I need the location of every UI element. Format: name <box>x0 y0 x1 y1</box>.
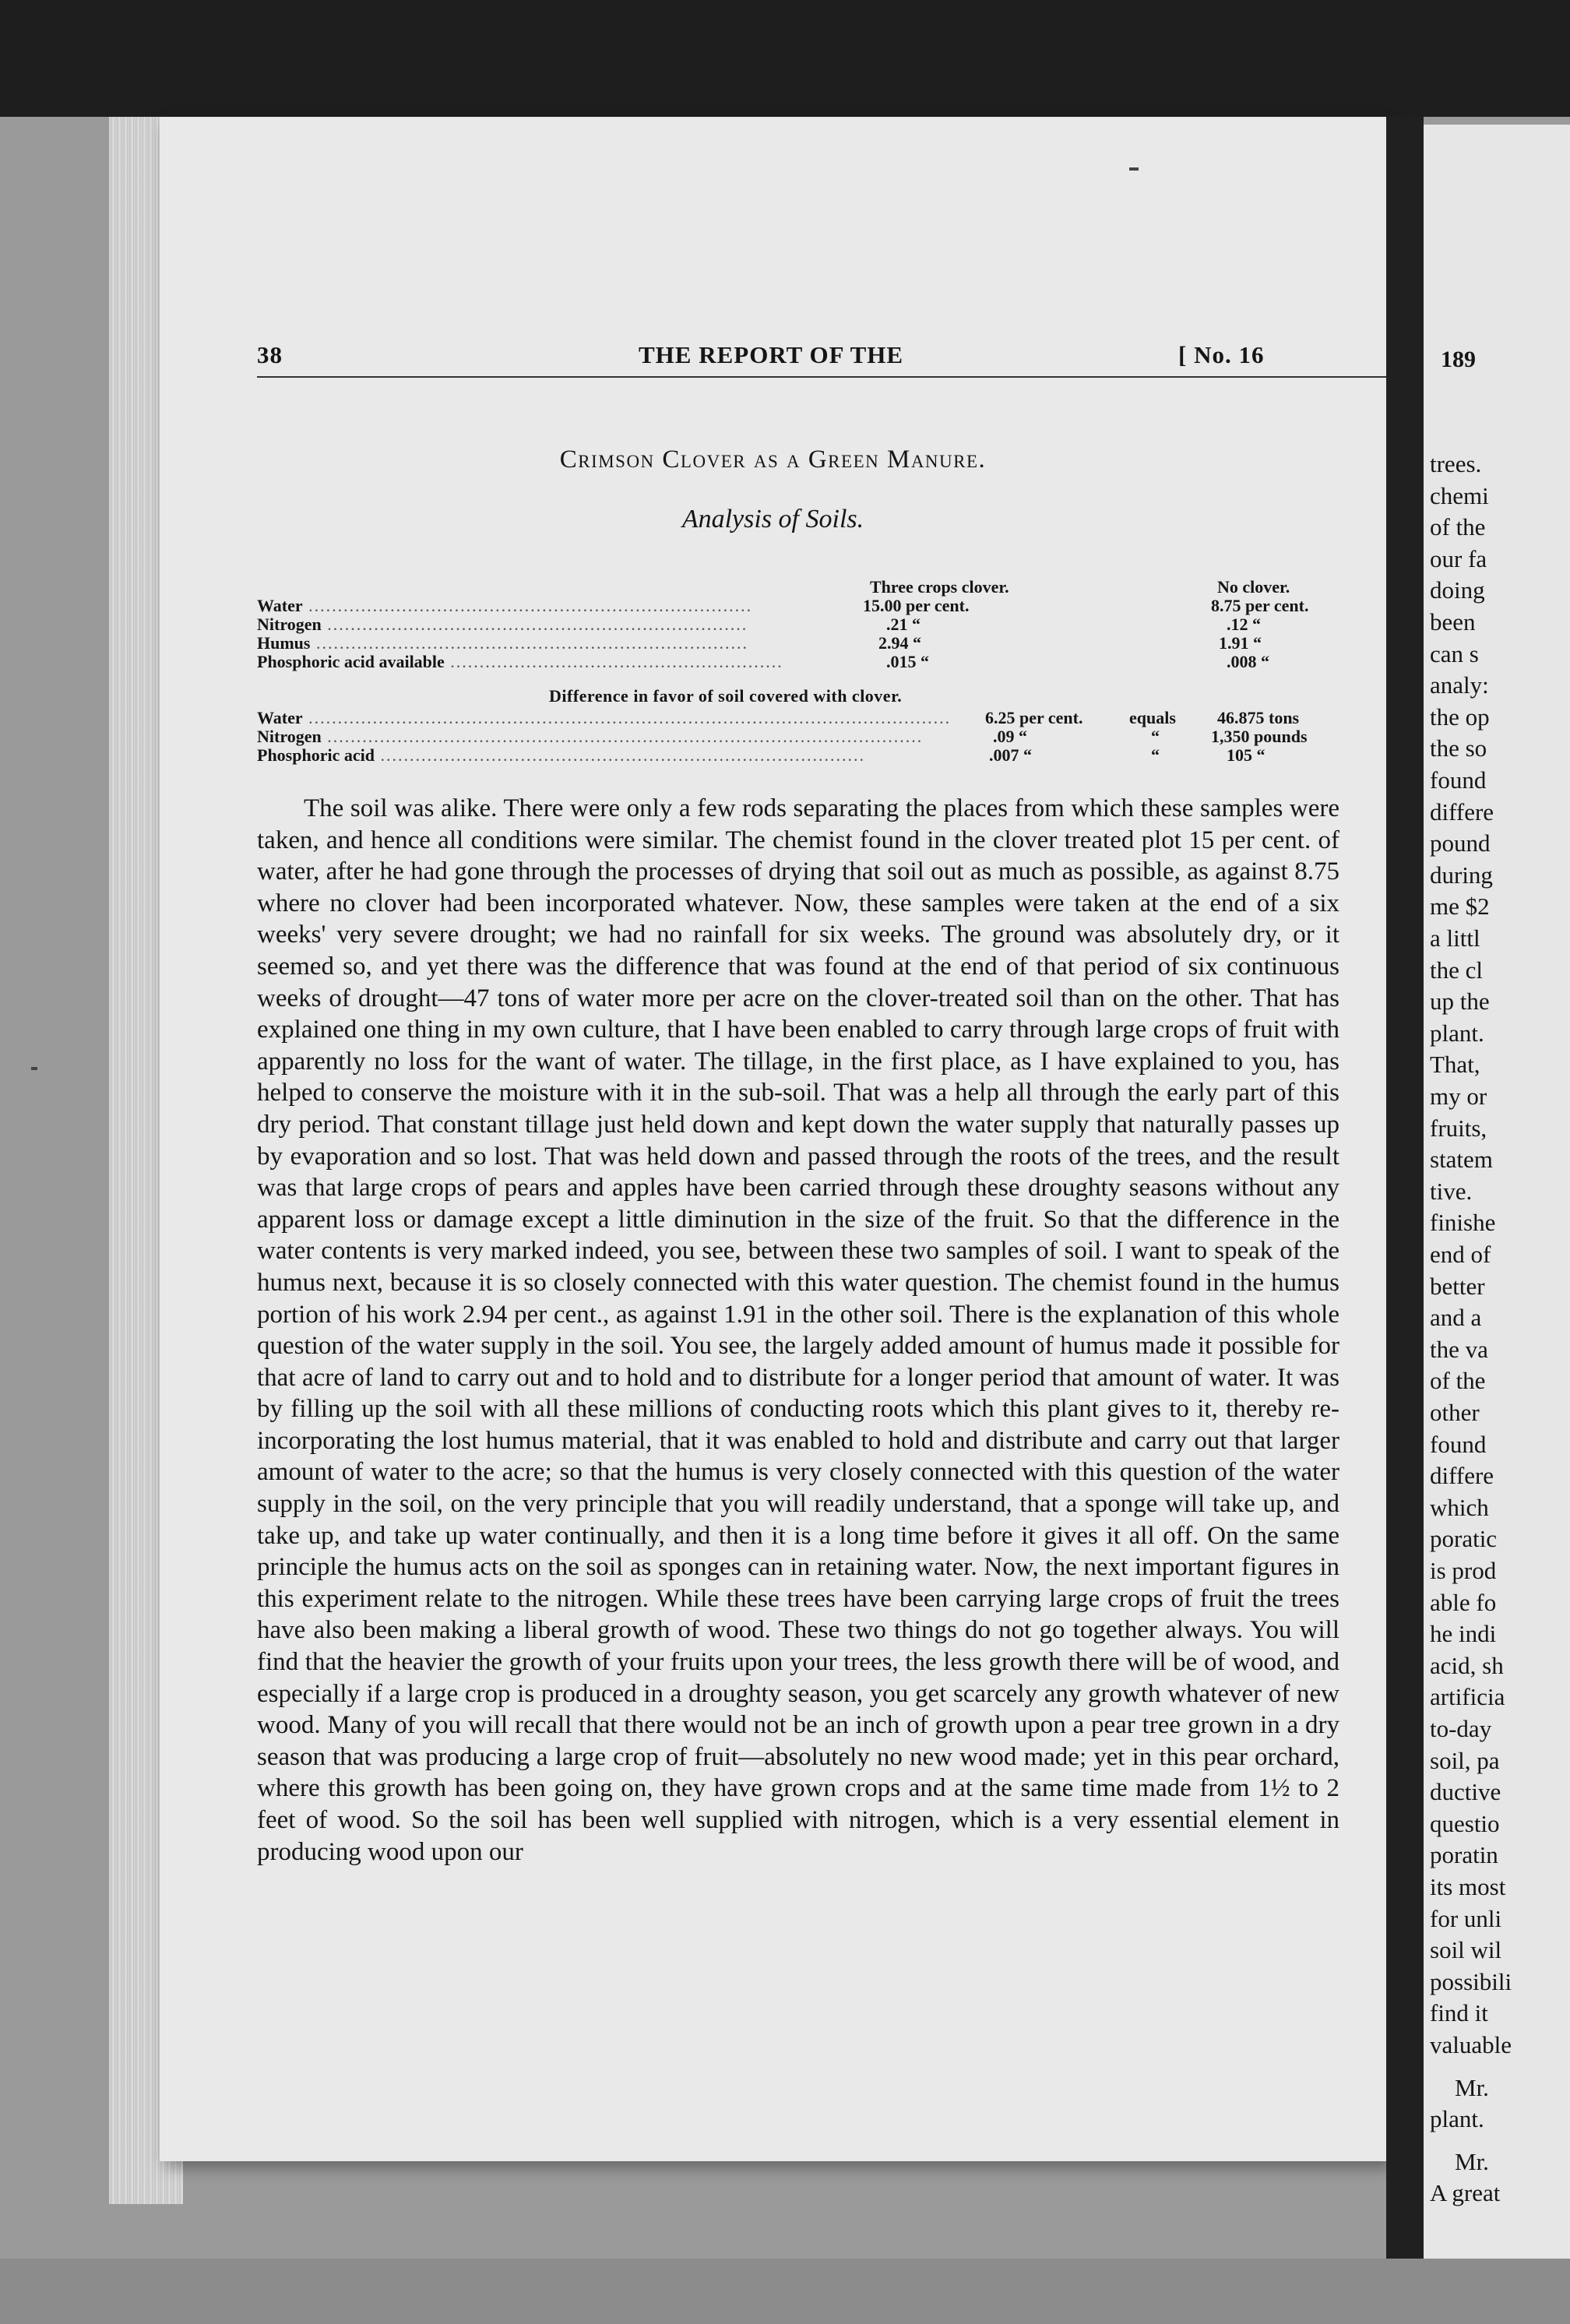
difference-value: 6.25 per cent. <box>985 708 1083 727</box>
facing-page-line: trees. <box>1430 450 1482 477</box>
clover-value: 15.00 per cent. <box>863 596 970 615</box>
facing-page-line: A great <box>1430 2179 1501 2207</box>
facing-page-line: he indi <box>1430 1620 1497 1648</box>
facing-page-line: which <box>1430 1493 1489 1521</box>
no-clover-value: .008 “ <box>1227 652 1269 671</box>
facing-page-line: That, <box>1430 1051 1480 1079</box>
table-row: Phosphoric acid available ......................................................... .015 “ .008 “ <box>257 652 1269 671</box>
row-label: Nitrogen <box>257 615 322 634</box>
facing-page-line: questio <box>1430 1809 1500 1837</box>
page-number: 38 <box>257 341 283 368</box>
no-clover-value: 8.75 per cent. <box>1211 596 1309 615</box>
facing-page-line: poratic <box>1430 1525 1498 1553</box>
equals-label: “ <box>1151 727 1160 746</box>
facing-page-line: Mr. <box>1455 2147 1489 2175</box>
facing-page-line: analy: <box>1430 671 1489 699</box>
scan-speck <box>31 1067 37 1070</box>
facing-page-line: and a <box>1430 1304 1482 1332</box>
running-title: THE REPORT OF THE <box>639 341 904 368</box>
facing-page-line: better <box>1430 1272 1485 1300</box>
facing-page-line: chemi <box>1430 481 1489 509</box>
no-clover-value: 1.91 “ <box>1219 633 1262 653</box>
equals-label: “ <box>1151 745 1160 765</box>
equals-label: equals <box>1129 708 1176 727</box>
facing-page-line: tive. <box>1430 1177 1473 1205</box>
row-label: Humus <box>257 634 311 653</box>
facing-page-line: up the <box>1430 988 1490 1016</box>
facing-page-line: the so <box>1430 734 1487 762</box>
facing-page-line: the cl <box>1430 956 1483 984</box>
facing-page-line: poratin <box>1430 1841 1498 1869</box>
facing-page-line: doing <box>1430 576 1485 604</box>
scan-speck <box>1129 167 1139 171</box>
issue-number: [ No. 16 <box>1178 341 1265 368</box>
scan-background-top <box>0 0 1570 117</box>
facing-page-line: its most <box>1430 1873 1506 1900</box>
book-gutter <box>1386 117 1424 2266</box>
facing-page-line: end of <box>1430 1241 1491 1268</box>
table-row: Nitrogen ...................................................................................................... .09 “ “ 1,350 pounds <box>257 727 1308 746</box>
facing-page-line: found <box>1430 1430 1487 1458</box>
facing-page-line: differe <box>1430 1462 1494 1490</box>
facing-page-line: soil wil <box>1430 1936 1502 1964</box>
table-row: Humus .......................................................................... 2.94 “ 1.91 “ <box>257 633 1262 653</box>
difference-amount: 46.875 tons <box>1217 708 1300 727</box>
article-subtitle: Analysis of Soils. <box>681 505 864 533</box>
facing-page-line: for unli <box>1430 1904 1502 1932</box>
facing-page-line: the va <box>1430 1335 1488 1363</box>
facing-page-year: 189 <box>1441 347 1476 372</box>
facing-page-line: fruits, <box>1430 1114 1487 1142</box>
body-text <box>257 793 1339 1868</box>
row-label: Phosphoric acid <box>257 746 375 765</box>
row-label: Water <box>257 709 303 727</box>
facing-page-line: plant. <box>1430 2105 1484 2133</box>
row-label: Phosphoric acid available <box>257 653 445 671</box>
clover-value: 2.94 “ <box>878 633 921 653</box>
facing-page-line: pound <box>1430 829 1491 857</box>
facing-page-line: is prod <box>1430 1557 1497 1584</box>
table-row: Phosphoric acid ................................................................................... .007 “ “ 105 “ <box>257 745 1266 765</box>
facing-page-line: ductive <box>1430 1778 1501 1806</box>
facing-page-line: of the <box>1430 1367 1486 1395</box>
facing-page-line: possibili <box>1430 1967 1512 1995</box>
facing-page-line: other <box>1430 1399 1480 1426</box>
facing-page-line: to-day <box>1430 1715 1492 1742</box>
difference-amount: 1,350 pounds <box>1211 727 1308 746</box>
body-paragraph: The soil was alike. There were only a few rods separating the places from which these samples were taken, and hence all conditions were similar. The chemist found in the clover treated plot 15 per cent. of water, after he had gone through the processes of drying that soil out as much as possible, as against 8.75 where no clover had been incorporated whatever. Now, these samples were taken at the end of a six weeks' very severe drought; we had no rainfall for six weeks. The ground was absolutely dry, or it seemed so, and yet there was the difference that was found at the end of that period of six continuous weeks of drought—47 tons of water more per acre on the clover-treated soil than on the other. That has explained one thing in my own culture, that I have been enabled to carry through large crops of fruit with apparently no loss for the want of water. The tillage, in the first place, as I have explained to you, has helped to conserve the moisture with it in the sub-soil. That was a help all through the early part of this dry period. That constant tillage just held down and kept down the water supply that naturally passes up by evaporation and so lost. That was held down and passed through the roots of the trees, and the result was that large crops of pears and apples have been carried through these droughty seasons without any apparent loss or damage except a little diminution in the size of the fruit. So that the difference in the water contents is very marked indeed, you see, between these two samples of soil. I want to speak of the humus next, because it is so closely connected with this water question. The chemist found in the humus portion of his work 2.94 per cent., as against 1.91 in the other soil. There is the explanation of this whole question of the water supply in the soil. You see, the largely added amount of humus made it possible for that acre of land to carry out and to hold and to distribute for a longer period that amount of water. It was by filling up the soil with all these millions of conducting roots which this plant gives to it, thereby re-incorporating the lost humus material, that it was enabled to hold and distribute and carry out that larger amount of water to the acre; so that the humus is very closely connected with this question of the water supply in the soil, on the very principle that you will readily understand, that a sponge will take up, and take up, and take up water continually, and then it is a long time before it gives it all off. On the same principle the humus acts on the soil as sponges can in retaining water. Now, the next important figures in this experiment relate to the nitrogen. While these trees have been carrying large crops of fruit the trees have also been making a liberal growth of wood. These two things do not go together always. You will find that the heavier the growth of your fruits upon your trees, the less growth there will be of wood, and especially if a large crop is produced in a droughty season, you get scarcely any growth whatever of new wood. Many of you will recall that there would not be an inch of growth upon a pear tree grown in a dry season that was producing a large crop of fruit—absolutely no new wood made; yet in this pear orchard, where this growth has been going on, they have grown crops and at the same time made from 1½ to 2 feet of wood. So the soil has been well supplied with nitrogen, which is a very essential element in producing wood upon our <box>257 794 1339 1866</box>
facing-page-line: artificia <box>1430 1683 1505 1711</box>
facing-page-line: my or <box>1430 1083 1487 1110</box>
article-title: Crimson Clover as a Green Manure. <box>559 445 987 474</box>
facing-page-line: of the <box>1430 513 1486 541</box>
difference-amount: 105 “ <box>1227 745 1266 765</box>
facing-page-line: during <box>1430 861 1493 889</box>
facing-page-line: plant. <box>1430 1019 1484 1047</box>
table-row: Nitrogen ........................................................................ .21 “ .12 “ <box>257 614 1261 634</box>
facing-page-line: acid, sh <box>1430 1651 1504 1679</box>
col-header-no-clover: No clover. <box>1217 577 1290 597</box>
facing-page-line: finishe <box>1430 1209 1496 1237</box>
facing-page-line: been <box>1430 608 1476 636</box>
facing-page-fragment <box>1424 125 1570 2274</box>
clover-value: .21 “ <box>886 614 921 634</box>
facing-page-line: able fo <box>1430 1588 1497 1616</box>
facing-page-line: differe <box>1430 798 1494 826</box>
facing-page-line: the op <box>1430 702 1490 731</box>
row-label: Water <box>257 597 303 615</box>
analysis-table <box>160 117 1386 818</box>
difference-heading: Difference in favor of soil covered with clover. <box>549 686 903 706</box>
row-label: Nitrogen <box>257 727 322 746</box>
facing-page-line: our fa <box>1430 544 1487 572</box>
facing-page-line: statem <box>1430 1146 1493 1174</box>
facing-page-line: a littl <box>1430 924 1480 952</box>
document-page <box>160 117 1386 2161</box>
facing-page-line: Mr. <box>1455 2073 1489 2101</box>
no-clover-value: .12 “ <box>1227 614 1261 634</box>
scan-background-bottom <box>0 2259 1570 2324</box>
facing-page-line: found <box>1430 766 1487 794</box>
table-row: Water .............................................................................................................. 6.25 per cent. equals 46.875 tons <box>257 708 1300 727</box>
col-header-three-crops: Three crops clover. <box>870 577 1009 597</box>
clover-value: .015 “ <box>886 652 929 671</box>
table-row: Water ............................................................................ 15.00 per cent. 8.75 per cent. <box>257 596 1309 615</box>
facing-page-line: soil, pa <box>1430 1746 1500 1774</box>
facing-page-line: valuable <box>1430 2031 1512 2058</box>
facing-page-line: me $2 <box>1430 893 1490 921</box>
facing-page-line: find it <box>1430 1999 1488 2027</box>
facing-page-line: can s <box>1430 639 1479 667</box>
difference-value: .09 “ <box>993 727 1027 746</box>
difference-value: .007 “ <box>989 745 1032 765</box>
